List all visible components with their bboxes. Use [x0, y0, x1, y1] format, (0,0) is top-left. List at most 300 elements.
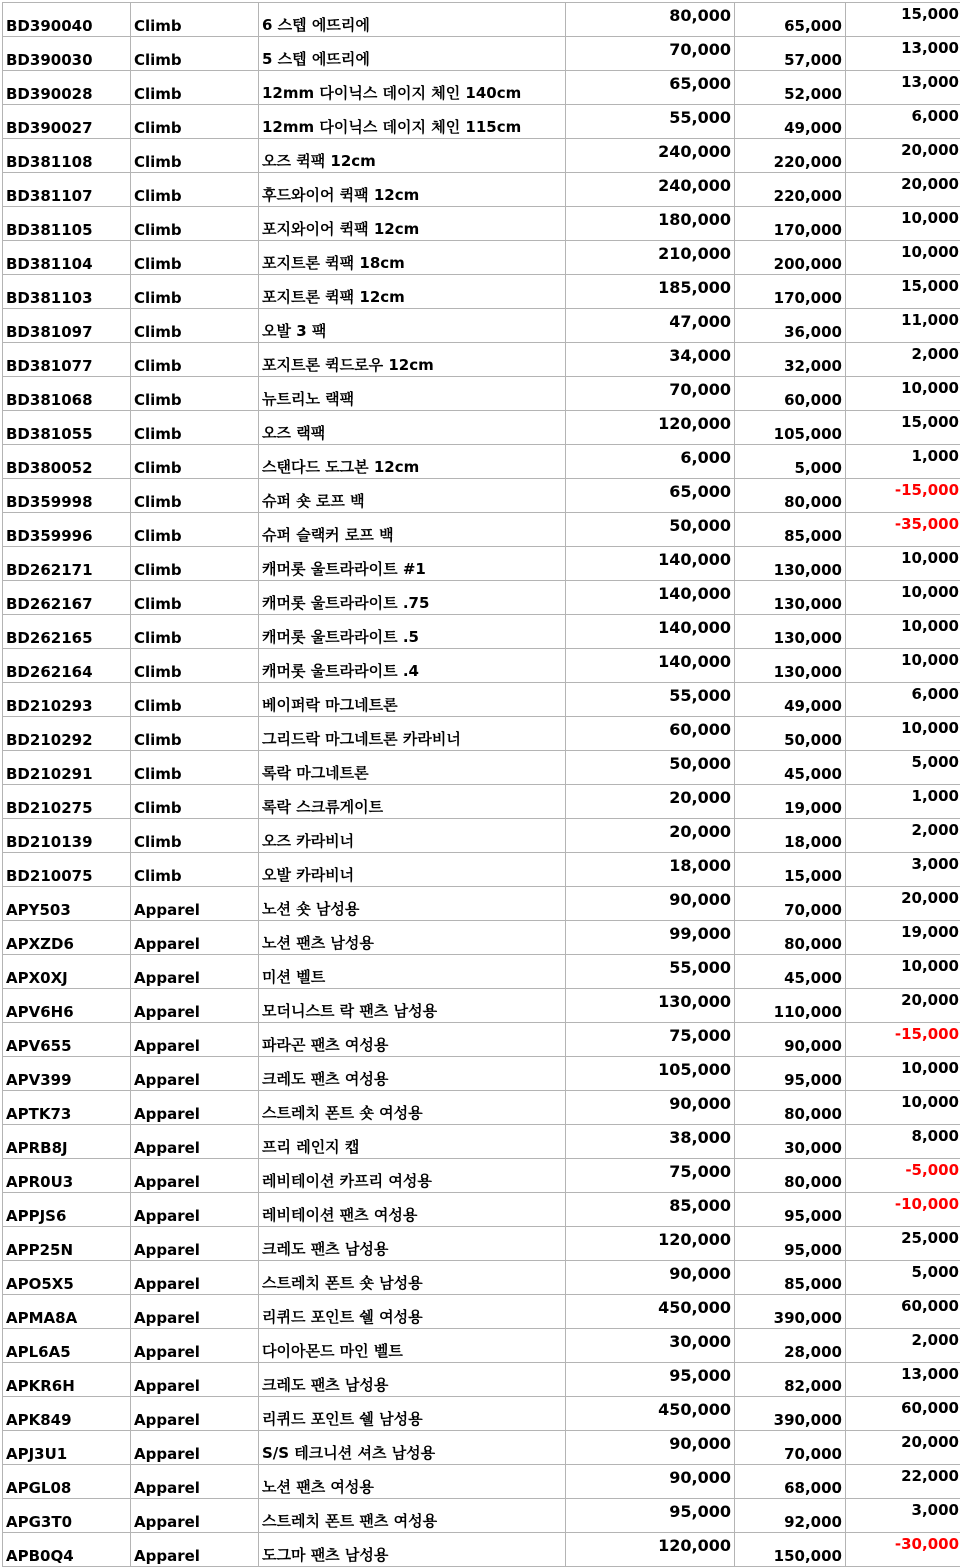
- price-cell: 60,000: [566, 717, 735, 751]
- difference-cell: 6,000: [846, 683, 960, 717]
- product-code-cell: BD390027: [3, 105, 131, 139]
- product-code-cell: BD359996: [3, 513, 131, 547]
- difference-cell: 10,000: [846, 377, 960, 411]
- category-cell: Climb: [131, 377, 259, 411]
- sale-price-cell: 50,000: [735, 717, 846, 751]
- price-cell: 65,000: [566, 71, 735, 105]
- product-code-cell: BD359998: [3, 479, 131, 513]
- table-row: [3, 275, 960, 309]
- sale-price-cell: 70,000: [735, 1431, 846, 1465]
- category-cell: Apparel: [131, 1533, 259, 1567]
- difference-cell: 25,000: [846, 1227, 960, 1261]
- difference-cell: 22,000: [846, 1465, 960, 1499]
- product-code-cell: BD210075: [3, 853, 131, 887]
- price-cell: 240,000: [566, 173, 735, 207]
- difference-cell: 13,000: [846, 37, 960, 71]
- product-code-cell: BD390028: [3, 71, 131, 105]
- price-cell: 90,000: [566, 1261, 735, 1295]
- sale-price-cell: 170,000: [735, 275, 846, 309]
- table-row: [3, 207, 960, 241]
- product-code-cell: BD381055: [3, 411, 131, 445]
- product-name-cell: 12mm 다이닉스 데이지 체인 115cm: [259, 105, 566, 139]
- table-row: [3, 513, 960, 547]
- product-name-cell: 포지트론 퀵팩 18cm: [259, 241, 566, 275]
- sale-price-cell: 70,000: [735, 887, 846, 921]
- table-row: [3, 853, 960, 887]
- difference-cell: 15,000: [846, 275, 960, 309]
- price-cell: 6,000: [566, 445, 735, 479]
- table-row: [3, 615, 960, 649]
- product-name-cell: 크레도 팬츠 남성용: [259, 1363, 566, 1397]
- price-cell: 34,000: [566, 343, 735, 377]
- product-code-cell: APX0XJ: [3, 955, 131, 989]
- category-cell: Apparel: [131, 1159, 259, 1193]
- product-name-cell: 6 스텝 에뜨리에: [259, 3, 566, 37]
- sale-price-cell: 110,000: [735, 989, 846, 1023]
- sale-price-cell: 200,000: [735, 241, 846, 275]
- sale-price-cell: 18,000: [735, 819, 846, 853]
- price-cell: 450,000: [566, 1295, 735, 1329]
- category-cell: Climb: [131, 819, 259, 853]
- price-cell: 20,000: [566, 819, 735, 853]
- difference-cell: 10,000: [846, 547, 960, 581]
- table-row: [3, 1295, 960, 1329]
- product-name-cell: 레비테이션 팬츠 여성용: [259, 1193, 566, 1227]
- sale-price-cell: 80,000: [735, 479, 846, 513]
- sale-price-cell: 95,000: [735, 1227, 846, 1261]
- category-cell: Apparel: [131, 1465, 259, 1499]
- product-name-cell: 파라곤 팬츠 여성용: [259, 1023, 566, 1057]
- table-row: [3, 377, 960, 411]
- table-row: [3, 649, 960, 683]
- product-name-cell: 오즈 퀵팩 12cm: [259, 139, 566, 173]
- product-name-cell: 크레도 팬츠 여성용: [259, 1057, 566, 1091]
- table-row: [3, 955, 960, 989]
- product-name-cell: 스트레치 폰트 숏 여성용: [259, 1091, 566, 1125]
- difference-cell: 20,000: [846, 989, 960, 1023]
- sale-price-cell: 52,000: [735, 71, 846, 105]
- difference-cell: 10,000: [846, 1057, 960, 1091]
- product-code-cell: BD262165: [3, 615, 131, 649]
- sale-price-cell: 85,000: [735, 513, 846, 547]
- sale-price-cell: 15,000: [735, 853, 846, 887]
- table-row: [3, 1159, 960, 1193]
- table-row: [3, 1193, 960, 1227]
- sale-price-cell: 36,000: [735, 309, 846, 343]
- difference-cell: 20,000: [846, 139, 960, 173]
- product-name-cell: 록락 마그네트론: [259, 751, 566, 785]
- price-cell: 90,000: [566, 887, 735, 921]
- product-name-cell: 뉴트리노 랙팩: [259, 377, 566, 411]
- category-cell: Climb: [131, 71, 259, 105]
- product-code-cell: BD390040: [3, 3, 131, 37]
- table-row: [3, 3, 960, 37]
- table-row: [3, 1431, 960, 1465]
- category-cell: Climb: [131, 479, 259, 513]
- table-row: [3, 683, 960, 717]
- price-cell: 120,000: [566, 1533, 735, 1567]
- price-cell: 240,000: [566, 139, 735, 173]
- product-code-cell: APMA8A: [3, 1295, 131, 1329]
- sale-price-cell: 80,000: [735, 921, 846, 955]
- category-cell: Apparel: [131, 921, 259, 955]
- difference-cell: 20,000: [846, 173, 960, 207]
- table-row: [3, 751, 960, 785]
- product-name-cell: 캐머롯 울트라라이트 .75: [259, 581, 566, 615]
- product-code-cell: BD262171: [3, 547, 131, 581]
- price-cell: 70,000: [566, 37, 735, 71]
- sale-price-cell: 80,000: [735, 1091, 846, 1125]
- table-row: [3, 105, 960, 139]
- price-cell: 55,000: [566, 105, 735, 139]
- difference-cell: 20,000: [846, 1431, 960, 1465]
- difference-cell: -5,000: [846, 1159, 960, 1193]
- price-cell: 450,000: [566, 1397, 735, 1431]
- product-name-cell: 오즈 카라비너: [259, 819, 566, 853]
- difference-cell: 1,000: [846, 785, 960, 819]
- product-name-cell: 스탠다드 도그본 12cm: [259, 445, 566, 479]
- price-cell: 50,000: [566, 751, 735, 785]
- sale-price-cell: 60,000: [735, 377, 846, 411]
- difference-cell: 10,000: [846, 241, 960, 275]
- sale-price-cell: 30,000: [735, 1125, 846, 1159]
- sale-price-cell: 5,000: [735, 445, 846, 479]
- difference-cell: 3,000: [846, 853, 960, 887]
- price-cell: 120,000: [566, 411, 735, 445]
- product-name-cell: 캐머롯 울트라라이트 .4: [259, 649, 566, 683]
- category-cell: Apparel: [131, 1125, 259, 1159]
- product-code-cell: BD262167: [3, 581, 131, 615]
- product-name-cell: 캐머롯 울트라라이트 .5: [259, 615, 566, 649]
- table-row: [3, 1057, 960, 1091]
- sale-price-cell: 28,000: [735, 1329, 846, 1363]
- price-cell: 85,000: [566, 1193, 735, 1227]
- price-cell: 38,000: [566, 1125, 735, 1159]
- table-row: [3, 547, 960, 581]
- product-code-cell: BD210275: [3, 785, 131, 819]
- sale-price-cell: 220,000: [735, 173, 846, 207]
- price-cell: 99,000: [566, 921, 735, 955]
- product-code-cell: APGL08: [3, 1465, 131, 1499]
- table-row: [3, 1329, 960, 1363]
- sale-price-cell: 170,000: [735, 207, 846, 241]
- sale-price-cell: 49,000: [735, 105, 846, 139]
- product-name-cell: 오발 3 팩: [259, 309, 566, 343]
- table-row: [3, 1023, 960, 1057]
- table-row: [3, 887, 960, 921]
- product-name-cell: S/S 테크니션 셔츠 남성용: [259, 1431, 566, 1465]
- table-row: [3, 37, 960, 71]
- sale-price-cell: 19,000: [735, 785, 846, 819]
- table-row: [3, 1465, 960, 1499]
- sale-price-cell: 82,000: [735, 1363, 846, 1397]
- difference-cell: 15,000: [846, 411, 960, 445]
- sale-price-cell: 95,000: [735, 1193, 846, 1227]
- category-cell: Climb: [131, 343, 259, 377]
- product-code-cell: APPJS6: [3, 1193, 131, 1227]
- category-cell: Climb: [131, 785, 259, 819]
- category-cell: Climb: [131, 241, 259, 275]
- product-code-cell: APV655: [3, 1023, 131, 1057]
- product-code-cell: APY503: [3, 887, 131, 921]
- price-cell: 55,000: [566, 683, 735, 717]
- product-name-cell: 포지트론 퀵드로우 12cm: [259, 343, 566, 377]
- difference-cell: 10,000: [846, 1091, 960, 1125]
- category-cell: Apparel: [131, 1329, 259, 1363]
- table-row: [3, 139, 960, 173]
- product-code-cell: APR0U3: [3, 1159, 131, 1193]
- difference-cell: 15,000: [846, 3, 960, 37]
- price-cell: 55,000: [566, 955, 735, 989]
- difference-cell: -15,000: [846, 479, 960, 513]
- category-cell: Climb: [131, 105, 259, 139]
- difference-cell: 19,000: [846, 921, 960, 955]
- product-name-cell: 리퀴드 포인트 쉘 여성용: [259, 1295, 566, 1329]
- sale-price-cell: 390,000: [735, 1295, 846, 1329]
- category-cell: Climb: [131, 513, 259, 547]
- sale-price-cell: 130,000: [735, 649, 846, 683]
- product-name-cell: 포지와이어 퀵팩 12cm: [259, 207, 566, 241]
- table-row: [3, 71, 960, 105]
- table-row: [3, 1363, 960, 1397]
- price-cell: 140,000: [566, 649, 735, 683]
- product-name-cell: 캐머롯 울트라라이트 #1: [259, 547, 566, 581]
- product-code-cell: BD381104: [3, 241, 131, 275]
- table-row: [3, 717, 960, 751]
- difference-cell: -30,000: [846, 1533, 960, 1567]
- sale-price-cell: 130,000: [735, 615, 846, 649]
- sale-price-cell: 85,000: [735, 1261, 846, 1295]
- table-row: [3, 819, 960, 853]
- product-name-cell: 록락 스크류게이트: [259, 785, 566, 819]
- product-code-cell: BD381068: [3, 377, 131, 411]
- category-cell: Climb: [131, 173, 259, 207]
- category-cell: Apparel: [131, 1261, 259, 1295]
- product-code-cell: BD380052: [3, 445, 131, 479]
- price-cell: 80,000: [566, 3, 735, 37]
- price-cell: 47,000: [566, 309, 735, 343]
- product-code-cell: APK849: [3, 1397, 131, 1431]
- difference-cell: 60,000: [846, 1295, 960, 1329]
- product-code-cell: APG3T0: [3, 1499, 131, 1533]
- category-cell: Climb: [131, 649, 259, 683]
- product-name-cell: 후드와이어 퀵팩 12cm: [259, 173, 566, 207]
- sale-price-cell: 130,000: [735, 581, 846, 615]
- price-cell: 90,000: [566, 1431, 735, 1465]
- product-code-cell: BD381103: [3, 275, 131, 309]
- difference-cell: 1,000: [846, 445, 960, 479]
- product-code-cell: BD210292: [3, 717, 131, 751]
- category-cell: Climb: [131, 37, 259, 71]
- price-cell: 210,000: [566, 241, 735, 275]
- table-row: [3, 241, 960, 275]
- price-cell: 65,000: [566, 479, 735, 513]
- sale-price-cell: 45,000: [735, 751, 846, 785]
- product-code-cell: APV6H6: [3, 989, 131, 1023]
- sale-price-cell: 130,000: [735, 547, 846, 581]
- product-name-cell: 다이아몬드 마인 벨트: [259, 1329, 566, 1363]
- product-code-cell: BD210139: [3, 819, 131, 853]
- category-cell: Climb: [131, 411, 259, 445]
- category-cell: Climb: [131, 445, 259, 479]
- difference-cell: 13,000: [846, 71, 960, 105]
- category-cell: Apparel: [131, 1431, 259, 1465]
- table-row: [3, 1533, 960, 1567]
- sale-price-cell: 95,000: [735, 1057, 846, 1091]
- category-cell: Climb: [131, 717, 259, 751]
- product-name-cell: 리퀴드 포인트 쉘 남성용: [259, 1397, 566, 1431]
- sale-price-cell: 150,000: [735, 1533, 846, 1567]
- table-row: [3, 989, 960, 1023]
- price-cell: 140,000: [566, 547, 735, 581]
- product-name-cell: 미션 벨트: [259, 955, 566, 989]
- price-table-body: [3, 3, 960, 1567]
- category-cell: Climb: [131, 139, 259, 173]
- category-cell: Apparel: [131, 1363, 259, 1397]
- category-cell: Climb: [131, 751, 259, 785]
- product-name-cell: 포지트론 퀵팩 12cm: [259, 275, 566, 309]
- difference-cell: 13,000: [846, 1363, 960, 1397]
- price-cell: 30,000: [566, 1329, 735, 1363]
- table-row: [3, 785, 960, 819]
- sale-price-cell: 68,000: [735, 1465, 846, 1499]
- price-cell: 140,000: [566, 615, 735, 649]
- table-row: [3, 173, 960, 207]
- product-code-cell: BD381077: [3, 343, 131, 377]
- difference-cell: 10,000: [846, 581, 960, 615]
- product-code-cell: BD381097: [3, 309, 131, 343]
- product-code-cell: BD210291: [3, 751, 131, 785]
- category-cell: Apparel: [131, 955, 259, 989]
- price-cell: 95,000: [566, 1499, 735, 1533]
- sale-price-cell: 65,000: [735, 3, 846, 37]
- price-cell: 75,000: [566, 1159, 735, 1193]
- difference-cell: 10,000: [846, 207, 960, 241]
- price-cell: 130,000: [566, 989, 735, 1023]
- product-code-cell: APRB8J: [3, 1125, 131, 1159]
- difference-cell: 5,000: [846, 1261, 960, 1295]
- sale-price-cell: 220,000: [735, 139, 846, 173]
- product-name-cell: 그리드락 마그네트론 카라비너: [259, 717, 566, 751]
- product-name-cell: 5 스텝 에뜨리에: [259, 37, 566, 71]
- table-row: [3, 343, 960, 377]
- table-row: [3, 1125, 960, 1159]
- difference-cell: 11,000: [846, 309, 960, 343]
- product-name-cell: 슈퍼 숏 로프 백: [259, 479, 566, 513]
- sale-price-cell: 32,000: [735, 343, 846, 377]
- difference-cell: 2,000: [846, 1329, 960, 1363]
- difference-cell: 2,000: [846, 819, 960, 853]
- category-cell: Apparel: [131, 1193, 259, 1227]
- product-code-cell: APXZD6: [3, 921, 131, 955]
- product-code-cell: APB0Q4: [3, 1533, 131, 1567]
- table-row: [3, 411, 960, 445]
- sale-price-cell: 45,000: [735, 955, 846, 989]
- product-name-cell: 12mm 다이닉스 데이지 체인 140cm: [259, 71, 566, 105]
- product-code-cell: APP25N: [3, 1227, 131, 1261]
- sale-price-cell: 390,000: [735, 1397, 846, 1431]
- sale-price-cell: 57,000: [735, 37, 846, 71]
- category-cell: Climb: [131, 547, 259, 581]
- product-code-cell: APKR6H: [3, 1363, 131, 1397]
- price-cell: 90,000: [566, 1465, 735, 1499]
- table-row: [3, 1091, 960, 1125]
- price-cell: 20,000: [566, 785, 735, 819]
- difference-cell: 60,000: [846, 1397, 960, 1431]
- difference-cell: 10,000: [846, 717, 960, 751]
- category-cell: Climb: [131, 3, 259, 37]
- table-row: [3, 479, 960, 513]
- difference-cell: 5,000: [846, 751, 960, 785]
- sale-price-cell: 105,000: [735, 411, 846, 445]
- difference-cell: 20,000: [846, 887, 960, 921]
- difference-cell: -35,000: [846, 513, 960, 547]
- table-row: [3, 1397, 960, 1431]
- category-cell: Apparel: [131, 1091, 259, 1125]
- category-cell: Climb: [131, 683, 259, 717]
- category-cell: Climb: [131, 309, 259, 343]
- price-table: [2, 2, 960, 1567]
- difference-cell: 8,000: [846, 1125, 960, 1159]
- product-code-cell: BD390030: [3, 37, 131, 71]
- difference-cell: 10,000: [846, 955, 960, 989]
- table-row: [3, 921, 960, 955]
- product-name-cell: 레비테이션 카프리 여성용: [259, 1159, 566, 1193]
- product-name-cell: 크레도 팬츠 남성용: [259, 1227, 566, 1261]
- table-row: [3, 445, 960, 479]
- product-code-cell: APL6A5: [3, 1329, 131, 1363]
- difference-cell: 10,000: [846, 649, 960, 683]
- product-code-cell: APTK73: [3, 1091, 131, 1125]
- price-cell: 75,000: [566, 1023, 735, 1057]
- category-cell: Apparel: [131, 1023, 259, 1057]
- category-cell: Climb: [131, 275, 259, 309]
- product-code-cell: BD381108: [3, 139, 131, 173]
- price-cell: 180,000: [566, 207, 735, 241]
- category-cell: Apparel: [131, 1295, 259, 1329]
- product-name-cell: 스트레치 폰트 팬츠 여성용: [259, 1499, 566, 1533]
- price-cell: 120,000: [566, 1227, 735, 1261]
- price-cell: 50,000: [566, 513, 735, 547]
- price-cell: 95,000: [566, 1363, 735, 1397]
- sale-price-cell: 90,000: [735, 1023, 846, 1057]
- product-code-cell: APO5X5: [3, 1261, 131, 1295]
- category-cell: Climb: [131, 581, 259, 615]
- table-row: [3, 1227, 960, 1261]
- sale-price-cell: 49,000: [735, 683, 846, 717]
- product-name-cell: 노션 팬츠 남성용: [259, 921, 566, 955]
- price-cell: 18,000: [566, 853, 735, 887]
- category-cell: Climb: [131, 853, 259, 887]
- table-row: [3, 309, 960, 343]
- product-code-cell: APJ3U1: [3, 1431, 131, 1465]
- product-name-cell: 오발 카라비너: [259, 853, 566, 887]
- difference-cell: -15,000: [846, 1023, 960, 1057]
- category-cell: Apparel: [131, 1057, 259, 1091]
- product-code-cell: BD262164: [3, 649, 131, 683]
- table-row: [3, 1499, 960, 1533]
- product-name-cell: 모더니스트 락 팬츠 남성용: [259, 989, 566, 1023]
- product-code-cell: APV399: [3, 1057, 131, 1091]
- product-name-cell: 스트레치 폰트 숏 남성용: [259, 1261, 566, 1295]
- category-cell: Apparel: [131, 1499, 259, 1533]
- sale-price-cell: 80,000: [735, 1159, 846, 1193]
- difference-cell: 2,000: [846, 343, 960, 377]
- difference-cell: 6,000: [846, 105, 960, 139]
- category-cell: Climb: [131, 207, 259, 241]
- product-name-cell: 노션 팬츠 여성용: [259, 1465, 566, 1499]
- product-name-cell: 베이퍼락 마그네트론: [259, 683, 566, 717]
